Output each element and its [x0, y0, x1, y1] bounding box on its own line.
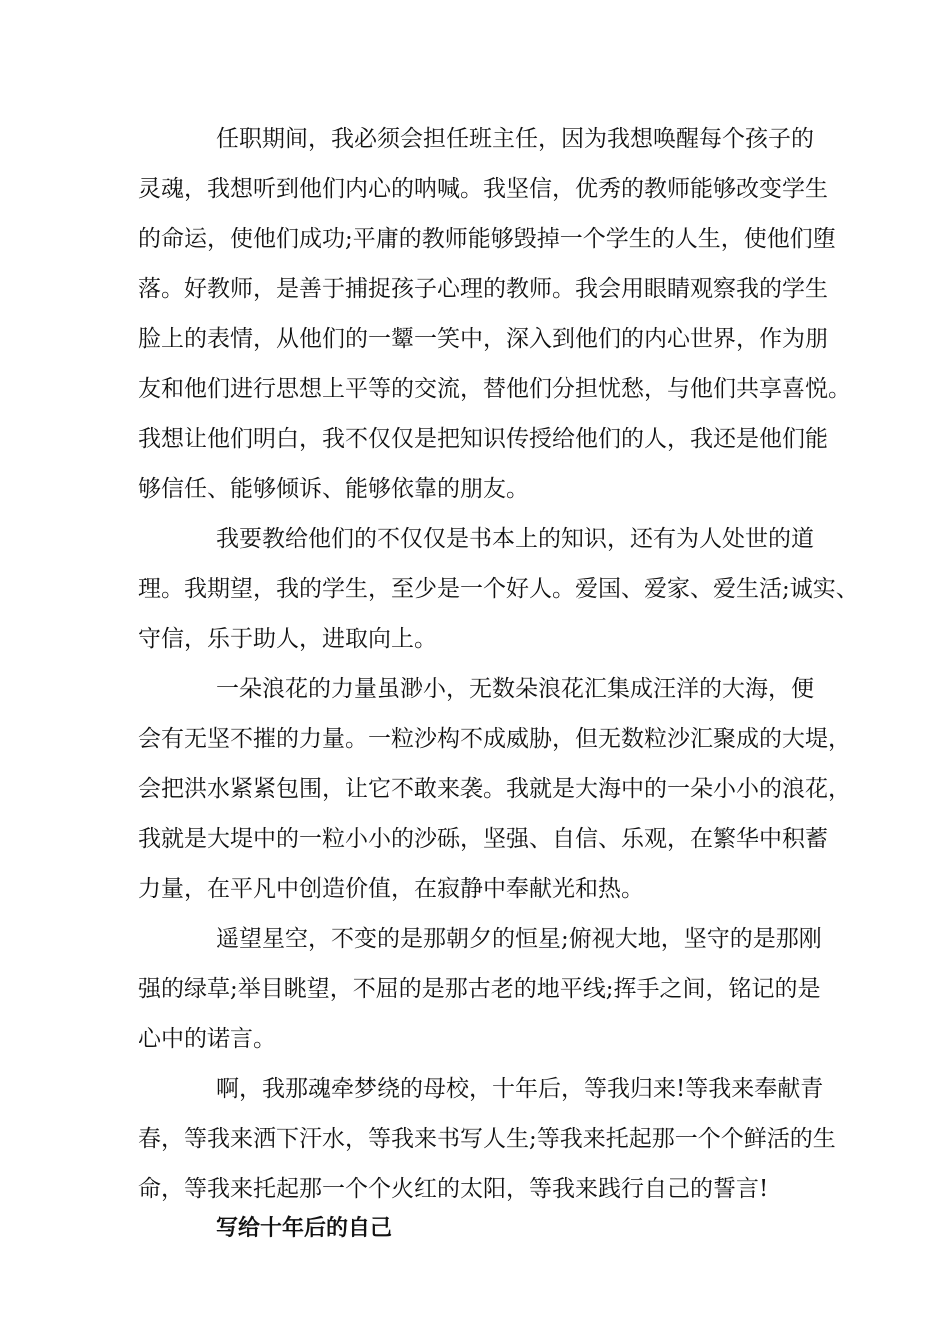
- paragraph-1-line-4: 落。好教师，是善于捕捉孩子心理的教师。我会用眼睛观察我的学生: [138, 276, 828, 302]
- paragraph-1-line-3: 的命运，使他们成功;平庸的教师能够毁掉一个学生的人生，使他们堕: [138, 226, 836, 252]
- paragraph-4-line-3: 心中的诺言。: [138, 1026, 276, 1052]
- paragraph-2-line-1: 我要教给他们的不仅仅是书本上的知识，还有为人处世的道: [216, 526, 814, 552]
- paragraph-1-line-1: 任职期间，我必须会担任班主任，因为我想唤醒每个孩子的: [216, 126, 814, 152]
- paragraph-1-line-5: 脸上的表情，从他们的一颦一笑中，深入到他们的内心世界，作为朋: [138, 326, 828, 352]
- paragraph-2-line-2: 理。我期望，我的学生，至少是一个好人。爱国、爱家、爱生活;诚实、: [138, 576, 859, 602]
- paragraph-5-line-2: 春，等我来洒下汗水，等我来书写人生;等我来托起那一个个鲜活的生: [138, 1126, 836, 1152]
- paragraph-3-line-4: 我就是大堤中的一粒小小的沙砾，坚强、自信、乐观，在繁华中积蓄: [138, 826, 828, 852]
- paragraph-1-line-8: 够信任、能够倾诉、能够依靠的朋友。: [138, 476, 529, 502]
- paragraph-1-line-6: 友和他们进行思想上平等的交流，替他们分担忧愁，与他们共享喜悦。: [138, 376, 851, 402]
- paragraph-3-line-1: 一朵浪花的力量虽渺小，无数朵浪花汇集成汪洋的大海，便: [216, 676, 814, 702]
- paragraph-1-line-7: 我想让他们明白，我不仅仅是把知识传授给他们的人，我还是他们能: [138, 426, 828, 452]
- next-section-title: 写给十年后的自己: [216, 1216, 393, 1241]
- paragraph-3-line-2: 会有无坚不摧的力量。一粒沙构不成威胁，但无数粒沙汇聚成的大堤，: [138, 726, 851, 752]
- paragraph-5-line-3: 命，等我来托起那一个个火红的太阳，等我来践行自己的誓言!: [138, 1176, 769, 1202]
- paragraph-3-line-5: 力量，在平凡中创造价值，在寂静中奉献光和热。: [138, 876, 644, 902]
- paragraph-4-line-1: 遥望星空，不变的是那朝夕的恒星;俯视大地，坚守的是那刚: [216, 926, 822, 952]
- paragraph-2-line-3: 守信，乐于助人，进取向上。: [138, 626, 437, 652]
- paragraph-5-line-1: 啊，我那魂牵梦绕的母校，十年后，等我归来!等我来奉献青: [216, 1076, 824, 1102]
- paragraph-3-line-3: 会把洪水紧紧包围，让它不敢来袭。我就是大海中的一朵小小的浪花，: [138, 776, 851, 802]
- paragraph-1-line-2: 灵魂，我想听到他们内心的呐喊。我坚信，优秀的教师能够改变学生: [138, 176, 828, 202]
- paragraph-4-line-2: 强的绿草;举目眺望，不屈的是那古老的地平线;挥手之间，铭记的是: [138, 976, 821, 1002]
